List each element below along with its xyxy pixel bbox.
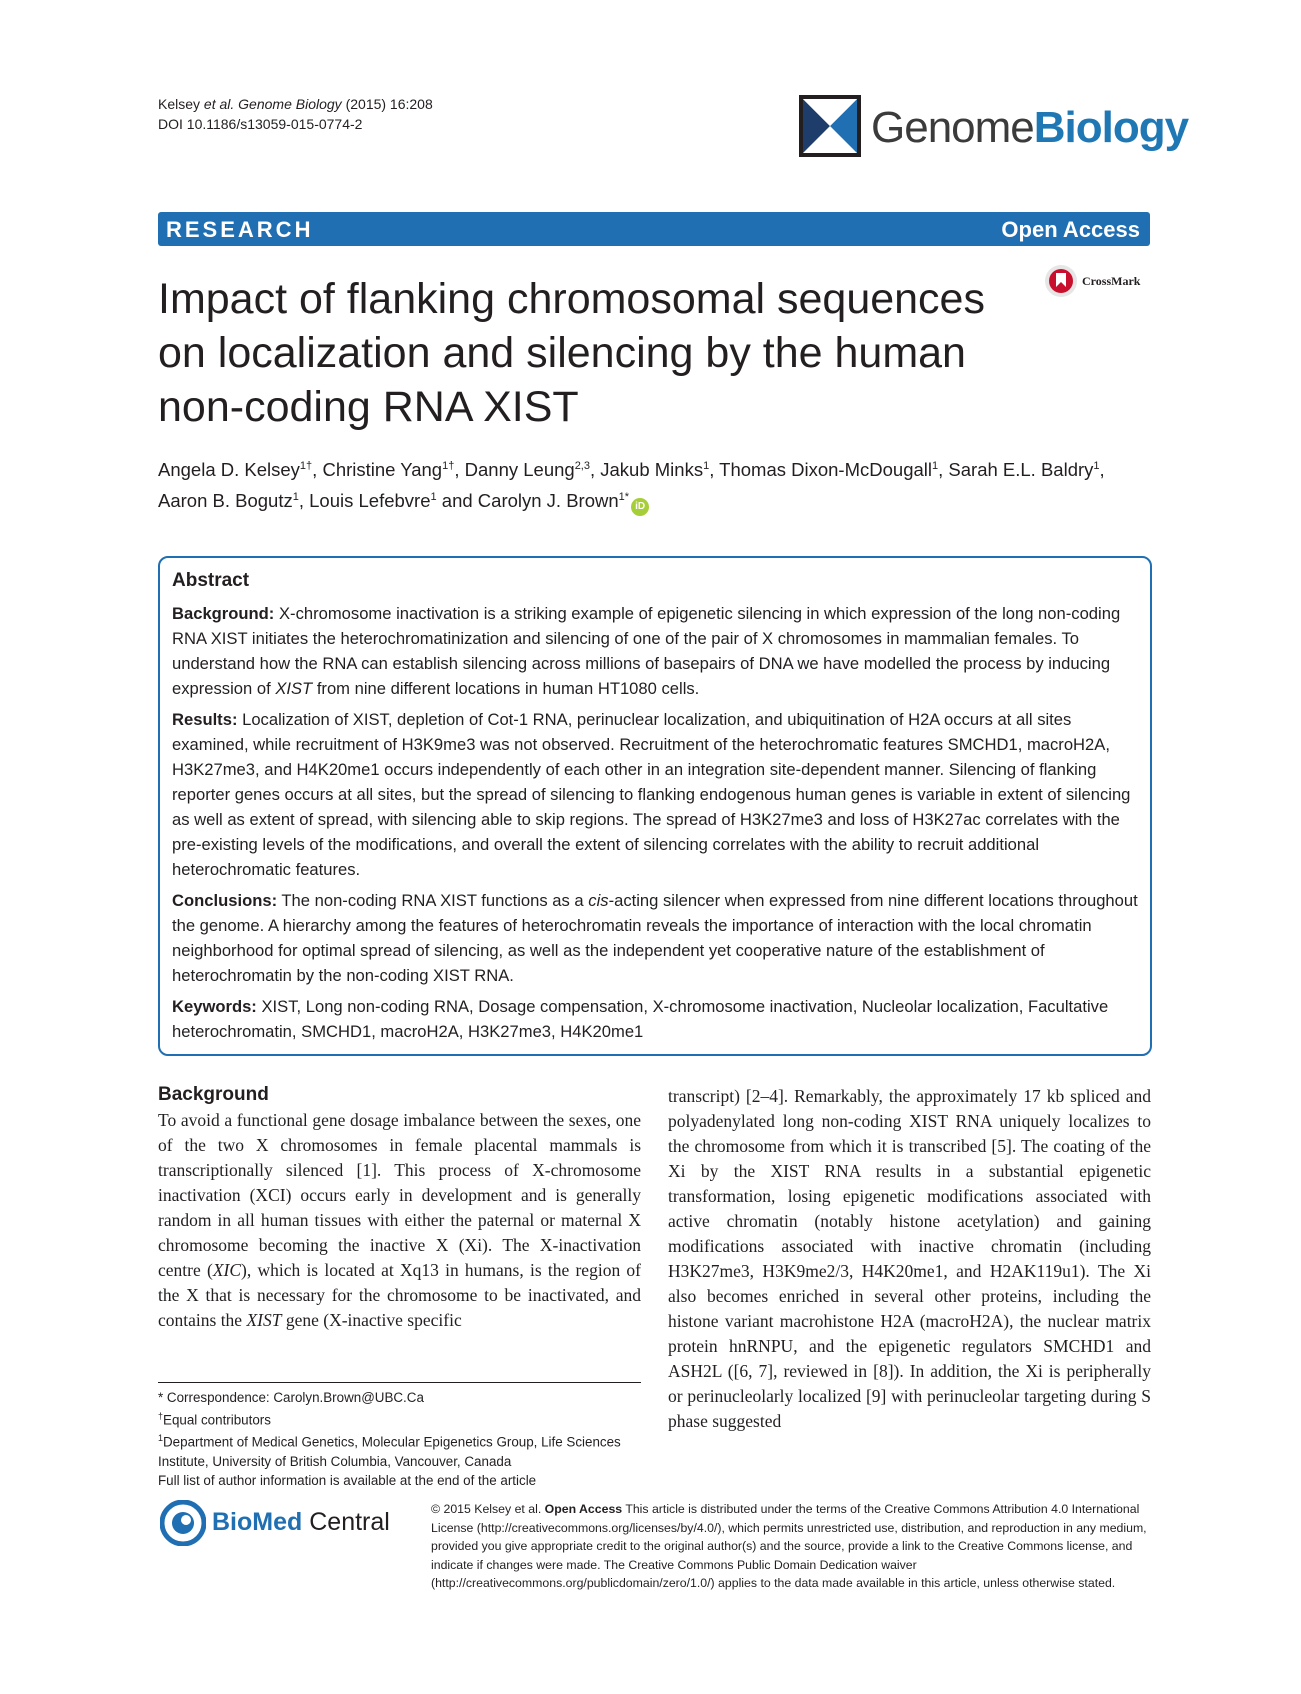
abstract-heading: Abstract — [172, 570, 250, 591]
genome-biology-logo — [799, 95, 1189, 159]
author: Sarah E.L. Baldry$^1$, — [948, 459, 1105, 480]
biomed-central-logo-icon — [160, 1500, 206, 1546]
orcid-icon[interactable]: iD — [631, 498, 649, 516]
doi: DOI 10.1186/s13059-015-0774-2 — [158, 116, 363, 132]
author: Aaron B. Bogutz$^1$, — [158, 490, 310, 511]
footnote-divider — [158, 1382, 641, 1383]
article-title: Impact of flanking chromosomal sequences on localization and silencing by the human non-coding RNA XIST — [158, 275, 985, 431]
abstract-box — [158, 556, 1152, 1056]
author: Angela D. Kelsey$^{1\dagger}$, — [158, 459, 323, 480]
author: Jakub Minks$^1$, — [600, 459, 720, 480]
affiliation: $^1$Department of Medical Genetics, Molecular Epigenetics Group, Life Sciences Institute, University of British Columbia, Vancouver, Canada — [158, 1433, 621, 1469]
body-column-right — [668, 1084, 1151, 1434]
citation-year-volume: (2015) 16:208 — [345, 96, 433, 112]
author: Carolyn J. Brown$^{1*}$ — [477, 490, 630, 511]
equal-contributors: †Equal contributors — [158, 1411, 271, 1428]
footnotes — [158, 1388, 648, 1490]
citation-line — [158, 94, 433, 114]
section-heading-background: Background — [158, 1084, 269, 1105]
crossmark-icon — [1044, 264, 1080, 298]
biomed-central-wordmark: BioMed Central — [212, 1508, 390, 1536]
biomed-central-logo — [160, 1500, 400, 1550]
author-info-note: Full list of author information is available at the end of the article — [158, 1472, 537, 1488]
logo-word-biology: Biology — [1033, 103, 1189, 152]
correspondence: * Correspondence: Carolyn.Brown@UBC.Ca — [158, 1390, 424, 1405]
citation-journal: Genome Biology — [238, 96, 342, 112]
section-banner — [158, 212, 1150, 246]
author: Thomas Dixon-McDougall$^1$, — [719, 459, 949, 480]
abstract-results: Results: Localization of XIST, depletion of Cot-1 RNA, perinuclear localization, and ubiquitination of H2A occurs at all sites examined, while recruitment of H3K9me3 was not observed. Recruitment of the heterochromatic features SMCHD1, macroH2A, H3K27me3, and H4K20me1 occurs independently of each other in an integration site-dependent manner. Silencing of flanking reporter genes occurs at all sites, but the spread of silencing to flanking endogenous human genes is variable in extent of silencing as well as extent of spread, with silencing able to skip regions. The spread of H3K27me3 and loss of H3K27ac correlates with the pre-existing levels of the modifications, and overall the extent of silencing correlates with the ability to recruit additional heterochromatic features. — [172, 710, 1131, 879]
license-text: © 2015 Kelsey et al. Open Access This article is distributed under the terms of the Creative Commons Attribution 4.0 International License (http://creativecommons.org/licenses/by/4.0/), which permits unrestricted use, distribution, and reproduction in any medium, provided you give appropriate credit to the original author(s) and the source, provide a link to the Creative Commons license, and indicate if changes were made. The Creative Commons Public Domain Dedication waiver (http://creativecommons.org/publicdomain/zero/1.0/) applies to the data made available in this article, unless otherwise stated. — [431, 1502, 1147, 1590]
author: Louis Lefebvre$^1$ and — [309, 490, 478, 511]
abstract-background: Background: X-chromosome inactivation is a striking example of epigenetic silencing in which expression of the long non-coding RNA XIST initiates the heterochromatinization and silencing of one of the pair of X chromosomes in mammalian females. To understand how the RNA can establish silencing across millions of basepairs of DNA we have modelled the process by inducing expression of XIST from nine different locations in human HT1080 cells. — [172, 604, 1121, 698]
citation-authors: Kelsey — [158, 96, 201, 112]
citation-block — [158, 94, 433, 134]
crossmark-label: CrossMark — [1082, 274, 1141, 288]
genome-biology-logo-icon — [799, 95, 861, 157]
logo-word-genome: Genome — [871, 103, 1034, 152]
body-paragraph: transcript) [2–4]. Remarkably, the approximately 17 kb spliced and polyadenylated long non-coding XIST RNA uniquely localizes to the chromosome from which it is transcribed [5]. The coating of the Xi by the XIST RNA results in a substantial epigenetic transformation, losing epigenetic modifications associated with active chromatin (notably histone acetylation) and gaining modifications associated with inactive chromatin (including H3K27me3, H3K9me2/3, H4K20me1, and H2AK119u1). The Xi also becomes enriched in several other proteins, including the histone variant macrohistone H2A (macroH2A), the nuclear matrix protein hnRNPU, and the epigenetic regulators SMCHD1 and ASH2L ([6, 7], reviewed in [8]). In addition, the Xi is peripherally or perinucleolarly localized [9] with perinucleolar targeting during S phase suggested — [668, 1086, 1151, 1431]
author: Danny Leung$^{2,3}$, — [464, 459, 601, 480]
logo-wordmark — [871, 103, 1188, 153]
author-list — [158, 454, 1158, 516]
open-access-label: Open Access — [1001, 217, 1140, 242]
citation-etal: et al. — [203, 96, 235, 112]
section-label: RESEARCH — [166, 217, 314, 242]
crossmark-badge[interactable] — [1044, 264, 1154, 298]
body-paragraph: To avoid a functional gene dosage imbalance between the sexes, one of the two X chromosomes in female placental mammals is transcriptionally silenced [1]. This process of X-chromosome inactivation (XCI) occurs early in development and is generally random in all human tissues with either the paternal or maternal X chromosome becoming the inactive X (Xi). The X-inactivation centre (XIC), which is located at Xq13 in humans, is the region of the X that is necessary for the chromosome to be inactivated, and contains the XIST gene (X-inactive specific — [158, 1110, 641, 1330]
body-column-left — [158, 1082, 641, 1333]
author: Christine Yang$^{1\dagger}$, — [322, 459, 465, 480]
abstract-conclusions: Conclusions: The non-coding RNA XIST functions as a cis-acting silencer when expressed from nine different locations throughout the genome. A hierarchy among the features of heterochromatin reveals the importance of interaction with the local chromatin neighborhood for optimal spread of silencing, as well as the independent yet cooperative nature of the establishment of heterochromatin by the non-coding XIST RNA. — [172, 891, 1138, 985]
abstract-keywords: Keywords: XIST, Long non-coding RNA, Dosage compensation, X-chromosome inactivation, Nucleolar localization, Facultative heterochromatin, SMCHD1, macroH2A, H3K27me3, H4K20me1 — [172, 997, 1109, 1041]
